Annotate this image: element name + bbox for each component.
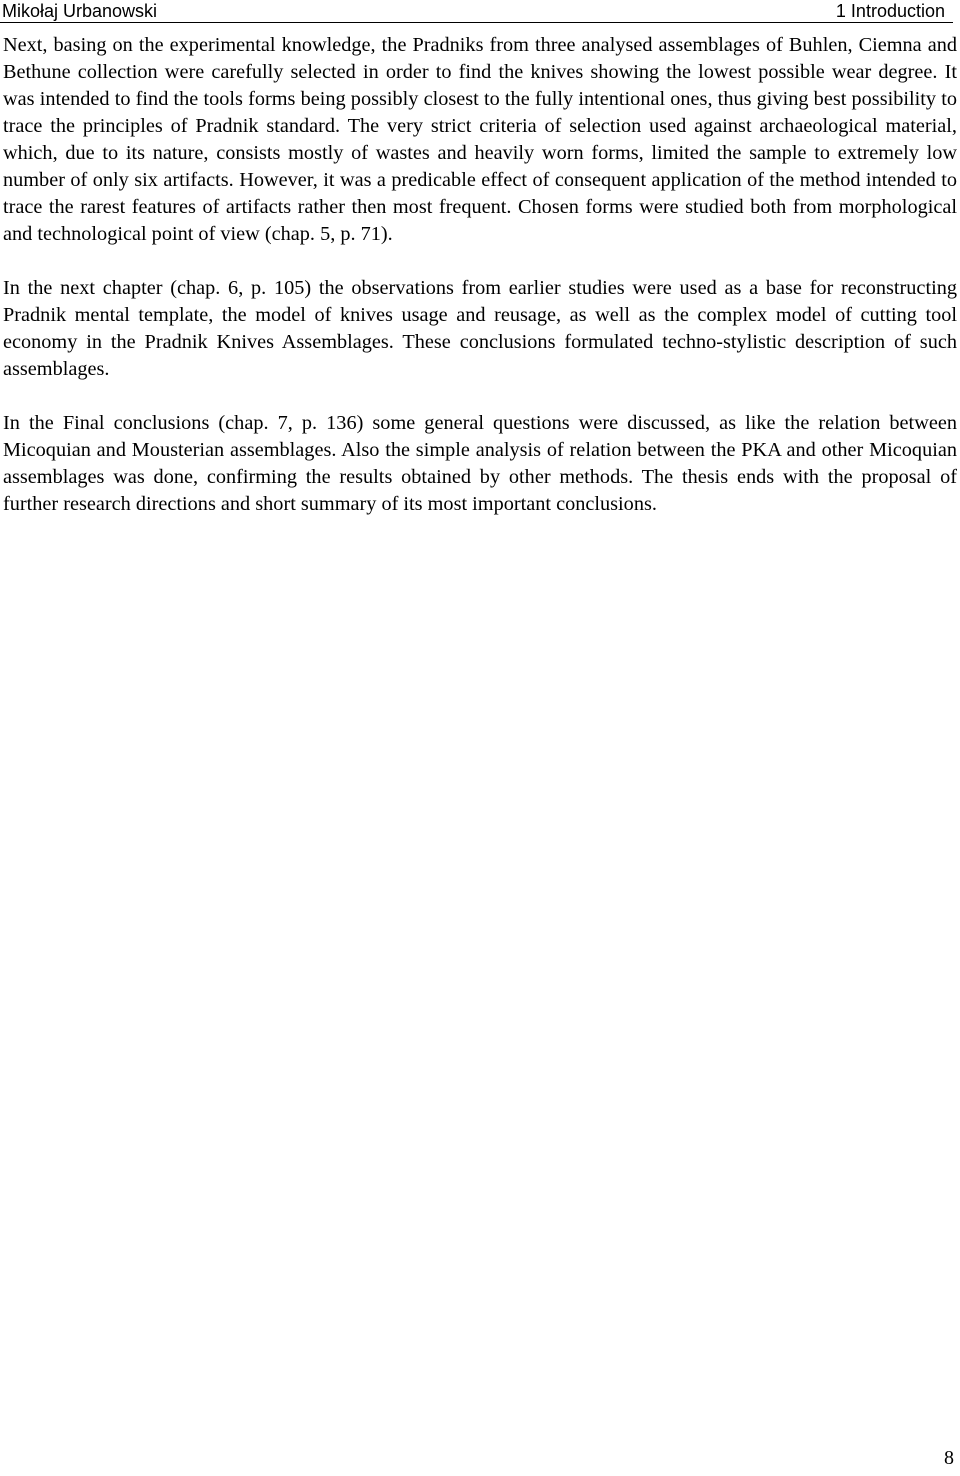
paragraph: In the next chapter (chap. 6, p. 105) the observations from earlier studies were used as a base for reconstructing Pradnik mental template, the model of knives usage and reusage, as well as the complex model of cutting tool economy in the Pradnik Knives Assemblages. These conclusions formulated techno-stylistic description of such assemblages. [3, 277, 957, 380]
header-section-title: 1 Introduction [835, 1, 945, 21]
paragraph: Next, basing on the experimental knowledge, the Pradniks from three analysed assemblages of Buhlen, Ciemna and Bethune collection were carefully selected in order to find the knives showing the lowest possible wear degree. It was intended to find the tools forms being possibly closest to the fully intentional ones, thus giving best possibility to trace the principles of Pradnik standard. The very strict criteria of selection used against archaeological material, which, due to its nature, consists mostly of wastes and heavily worn forms, limited the sample to extremely low number of only six artifacts. However, it was a predicable effect of consequent application of the method intended to trace the rarest features of artifacts rather then most frequent. Chosen forms were studied both from morphological and technological point of view (chap. 5, p. 71). [3, 34, 957, 245]
paragraph: In the Final conclusions (chap. 7, p. 136) some general questions were discussed, as like the relation between Micoquian and Mousterian assemblages. Also the simple analysis of relation between the PKA and other Micoquian assemblages was done, confirming the results obtained by other methods. The thesis ends with the proposal of further research directions and short summary of its most important conclusions. [3, 412, 957, 515]
body-text [3, 32, 957, 545]
page-header [0, 0, 953, 23]
header-author: Mikołaj Urbanowski [2, 1, 158, 21]
page-number: 8 [944, 1447, 954, 1469]
